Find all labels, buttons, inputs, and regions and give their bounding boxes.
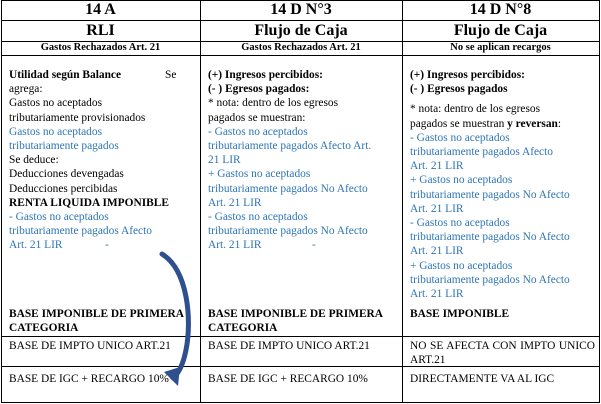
igc-recargo-14a: BASE DE IGC + RECARGO 10% (9, 373, 169, 385)
text-line: tributariamente pagados No Afecto (208, 182, 368, 195)
text-line: tributariamente pagados Afecto (410, 146, 553, 159)
curved-arrow-icon (158, 250, 198, 390)
col-14a-body (1, 68, 200, 253)
text-line: Art. 21 LIR (410, 202, 464, 215)
text-line: - Gastos no aceptados (410, 217, 510, 230)
text-line: - Gastos no aceptados (208, 211, 308, 224)
text-line: agrega: (9, 83, 43, 96)
text-line: tributariamente pagados No Afecto (410, 188, 570, 201)
se-label: Se (165, 69, 177, 81)
text-line: Art. 21 LIR (410, 160, 464, 173)
impto-unico-14d3: BASE DE IMPTO UNICO ART.21 (208, 340, 370, 352)
text-line: + Gastos no aceptados (410, 174, 513, 187)
text-line: Art. 21 LIR (208, 196, 262, 209)
base-line: BASE IMPONIBLE DE PRIMERA (9, 308, 184, 320)
col-14d8-base (402, 307, 599, 321)
header-note-14a: Gastos Rechazados Art. 21 (40, 42, 161, 53)
text-line: Art. 21 LIR (9, 239, 63, 252)
text-line: - Gastos no aceptados (208, 125, 308, 138)
text-line: tributariamente pagados (9, 140, 119, 153)
header-subtitle-14a: RLI (86, 22, 115, 39)
text-line: Deducciones devengadas (9, 168, 124, 181)
igc-directo-14d8: DIRECTAMENTE VA AL IGC (410, 373, 555, 385)
comparison-table (1, 0, 600, 403)
igc-recargo-14d3: BASE DE IGC + RECARGO 10% (208, 373, 368, 385)
header-note-14d8: No se aplican recargos (450, 42, 551, 53)
text-line: + Gastos no aceptados (208, 168, 311, 181)
base-line: CATEGORIA (9, 322, 79, 335)
text-line: 21 LIR (208, 154, 241, 167)
text-line: * nota: dentro de los egresos (208, 97, 339, 110)
text-line: - Gastos no aceptados (9, 211, 109, 224)
text-line: Se deduce: (9, 154, 59, 167)
header-note-14d3: Gastos Rechazados Art. 21 (241, 42, 361, 53)
text-line: Deducciones percibidas (9, 182, 118, 195)
text-line: Gastos no aceptados (9, 97, 102, 110)
text-line: Art. 21 LIR (410, 288, 464, 301)
impto-unico-14a: BASE DE IMPTO UNICO ART.21 (9, 340, 171, 352)
base-line: BASE IMPONIBLE DE PRIMERA (208, 308, 383, 320)
base-line: BASE IMPONIBLE (410, 308, 510, 320)
text-line: : (557, 117, 562, 130)
text-line: tributariamente pagados Afecto (9, 225, 152, 238)
col-14d8-body (402, 68, 599, 301)
text-line: - Gastos no aceptados (410, 131, 510, 144)
col-14d3-body (200, 68, 402, 253)
text-line: * nota: dentro de los egresos (410, 103, 541, 116)
grid-line (1, 402, 600, 403)
grid-line (1, 366, 600, 367)
text-line: tributariamente pagados Afecto Art. (208, 140, 372, 153)
header-subtitle-14d3: Flujo de Caja (254, 22, 348, 39)
text-line: Art. 21 LIR (410, 245, 464, 258)
header-subtitle-14d8: Flujo de Caja (453, 22, 548, 39)
text-line: tributariamente pagados No Afecto (208, 225, 368, 238)
dash-mark: - (312, 239, 316, 252)
text-line: pagados se muestran (410, 117, 508, 130)
text-line: tributariamente provisionados (9, 111, 146, 124)
grid-line (599, 0, 600, 403)
header-title-14d8: 14 D N°8 (469, 1, 532, 18)
balance-label: Utilidad según Balance (9, 69, 122, 81)
text-line: Art. 21 LIR (208, 239, 262, 252)
base-line: CATEGORIA (208, 322, 278, 335)
text-line: (- ) Egresos pagados: (208, 83, 310, 96)
grid-line (1, 55, 600, 56)
text-line: (+) Ingresos percibidos: (410, 69, 525, 81)
reversan-label: y reversan (507, 117, 558, 130)
text-line: Gastos no aceptados (9, 125, 102, 138)
impto-unico-14d8: NO SE AFECTA CON IMPTO UNICO ART.21 (410, 340, 595, 366)
col-14d3-base (200, 307, 402, 335)
text-line: pagados se muestran: (208, 111, 306, 124)
text-line: tributariamente pagados No Afecto (410, 273, 570, 286)
header-title-14a: 14 A (85, 1, 116, 18)
dash-mark: - (105, 239, 109, 252)
text-line: tributariamente pagados No Afecto (410, 231, 570, 244)
text-line: + Gastos no aceptados (410, 259, 513, 272)
renta-liquida-label: RENTA LIQUIDA IMPONIBLE (9, 196, 169, 209)
header-title-14d3: 14 D N°3 (270, 1, 332, 18)
text-line: (+) Ingresos percibidos: (208, 69, 323, 81)
text-line: (- ) Egresos pagados (410, 83, 508, 96)
